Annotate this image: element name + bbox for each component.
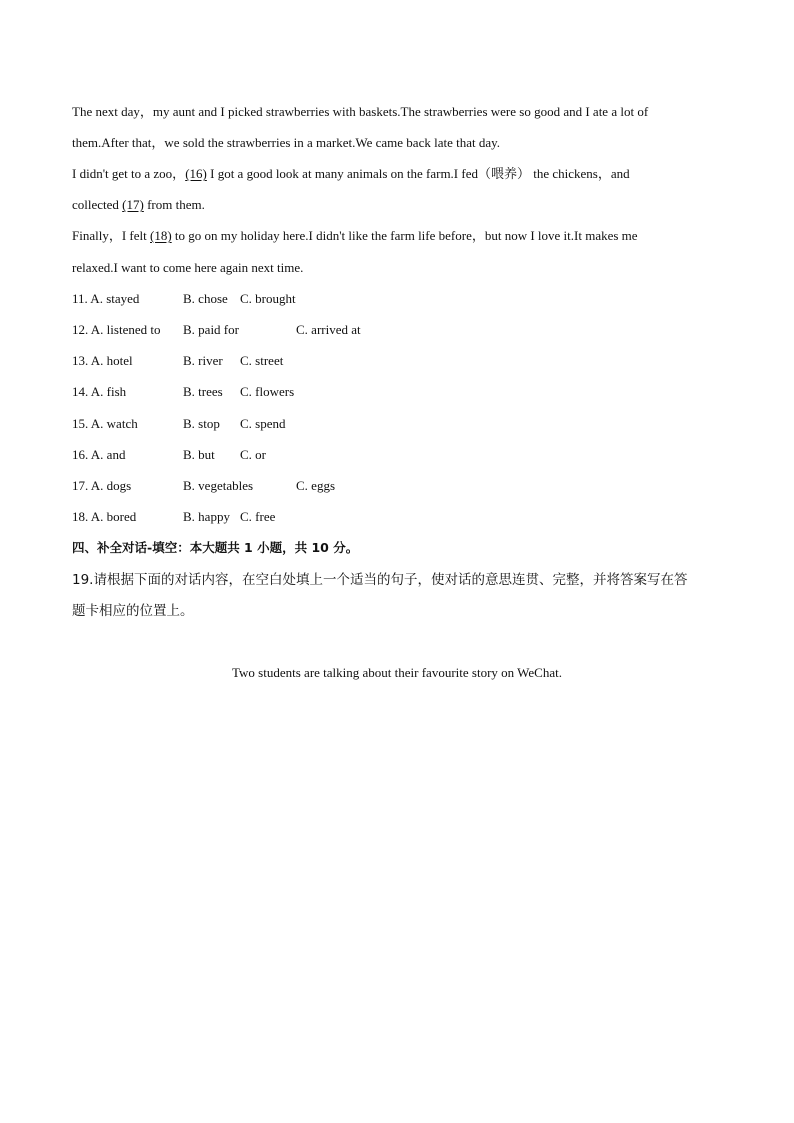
question-option-a: 13. A. hotel (72, 353, 133, 368)
question-option-b: B. trees (183, 384, 223, 399)
question-option-a: 14. A. fish (72, 384, 127, 399)
passage-line (72, 196, 722, 214)
question-option-b: B. but (183, 447, 215, 462)
question-option-b: B. paid for (183, 322, 239, 337)
passage-line (72, 134, 722, 152)
blank-17: (17) (122, 197, 144, 212)
question-option-b: B. vegetables (183, 478, 254, 493)
passage-text: relaxed.I want to come here again next time. (72, 260, 304, 275)
question-option-c: C. free (240, 509, 276, 524)
dialogue-intro: Two students are talking about their favourite story on WeChat. (232, 665, 562, 680)
passage-text: I didn't get to a zoo， (72, 166, 186, 181)
question-option-b: B. chose (183, 291, 228, 306)
section-heading: 四、补全对话-填空：本大题共 1 小题，共 10 分。 (72, 540, 359, 555)
question-option-c: C. arrived at (296, 322, 361, 337)
blank-18: (18) (150, 228, 172, 243)
question-option-c: C. flowers (240, 384, 295, 399)
passage-line (72, 227, 722, 245)
passage-line (72, 259, 722, 277)
question-option-b: B. river (183, 353, 223, 368)
question-option-b: B. happy (183, 509, 230, 524)
blank-16: (16) (185, 166, 207, 181)
question-option-c: C. eggs (296, 478, 335, 493)
passage-text: to go on my holiday here.I didn't like the farm life before，but now I love it.It makes me (171, 228, 638, 243)
passage-text: The next day，my aunt and I picked strawberries with baskets.The strawberries were so good and I ate a lot of (72, 104, 649, 119)
question-option-a: 15. A. watch (72, 416, 138, 431)
question-option-c: C. street (240, 353, 284, 368)
question-19-instruction: 题卡相应的位置上。 (72, 603, 194, 619)
question-option-a: 17. A. dogs (72, 478, 132, 493)
question-option-b: B. stop (183, 416, 220, 431)
passage-text: from them. (143, 197, 205, 212)
question-option-c: C. spend (240, 416, 286, 431)
passage-text: collected (72, 197, 123, 212)
question-19-instruction: 19.请根据下面的对话内容，在空白处填上一个适当的句子，使对话的意思连贯、完整，并将答案写在答 (72, 572, 688, 588)
passage-text: Finally，I felt (72, 228, 150, 243)
passage-line (72, 165, 722, 183)
question-option-c: C. brought (240, 291, 296, 306)
question-option-a: 12. A. listened to (72, 322, 161, 337)
passage-text: them.After that，we sold the strawberries in a market.We came back late that day. (72, 135, 501, 150)
question-option-a: 18. A. bored (72, 509, 137, 524)
passage-line (72, 103, 722, 121)
question-option-a: 11. A. stayed (72, 291, 140, 306)
question-option-a: 16. A. and (72, 447, 126, 462)
passage-text: I got a good look at many animals on the farm.I fed（喂养） the chickens，and (206, 166, 630, 181)
question-option-c: C. or (240, 447, 266, 462)
